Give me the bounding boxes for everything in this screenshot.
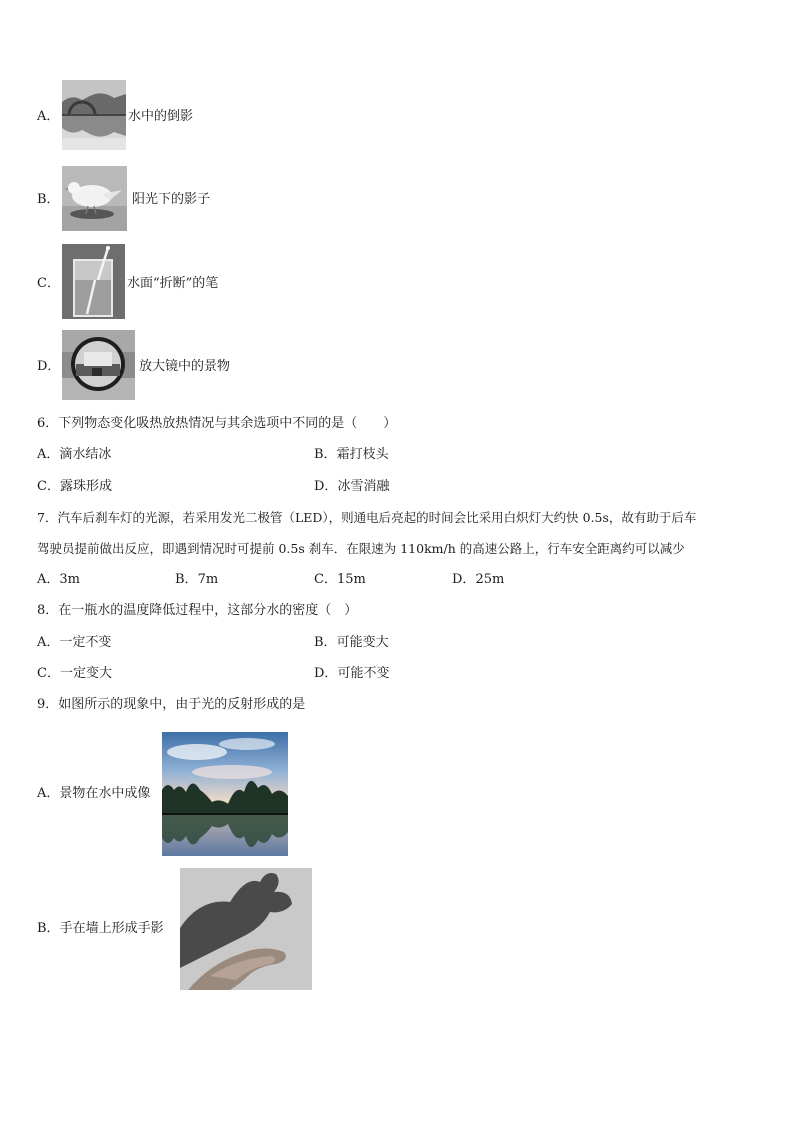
option-a: A．一定不变: [37, 635, 112, 650]
option-letter: C．: [37, 276, 60, 291]
option-d: D．25m: [452, 572, 505, 587]
option-c: C．15m: [314, 572, 366, 587]
option-b: B．7m: [175, 572, 219, 587]
option-d: D．冰雪消融: [314, 479, 390, 494]
option-a: A．滴水结冰: [37, 447, 112, 462]
option-text: 水中的倒影: [128, 109, 194, 124]
question-stem: 8．在一瓶水的温度降低过程中，这部分水的密度（ ）: [37, 603, 358, 618]
mountain-lake-reflection-photo: [162, 732, 288, 856]
pencil-in-glass-photo: [62, 244, 125, 319]
option-b: B．可能变大: [314, 635, 389, 650]
option-letter: A．: [37, 109, 60, 124]
option-d: D．可能不变: [314, 666, 390, 681]
option-text: 阳光下的影子: [132, 192, 211, 207]
dove-shadow-photo: [62, 166, 127, 231]
option-c: C．一定变大: [37, 666, 112, 681]
option-a: A．3m: [37, 572, 80, 587]
option-c: C．露珠形成: [37, 479, 112, 494]
option-label: A．景物在水中成像: [37, 786, 151, 801]
question-stem: 6．下列物态变化吸热放热情况与其余选项中不同的是（ ）: [37, 416, 397, 431]
option-letter: B．: [37, 192, 60, 207]
option-letter: D．: [37, 359, 61, 374]
option-text: 水面“折断”的笔: [127, 276, 219, 291]
question-stem: 9．如图所示的现象中，由于光的反射形成的是: [37, 697, 306, 712]
option-b: B．霜打枝头: [314, 447, 389, 462]
option-label: B．手在墙上形成手影: [37, 921, 164, 936]
option-text: 放大镜中的景物: [139, 359, 231, 374]
magnifier-scene-photo: [62, 330, 135, 400]
question-stem-line-2: 驾驶员提前做出反应，即遇到情况时可提前 0.5s 刹车．在限速为 110km/h 的高速公路上，行车安全距离约可以减少: [37, 541, 685, 556]
hand-shadow-rabbit-photo: [180, 868, 312, 990]
question-stem-line-1: 7．汽车后刹车灯的光源，若采用发光二极管（LED），则通电后亮起的时间会比采用白炽灯大约快 0.5s，故有助于后车: [37, 510, 697, 525]
bridge-reflection-photo: [62, 80, 126, 150]
